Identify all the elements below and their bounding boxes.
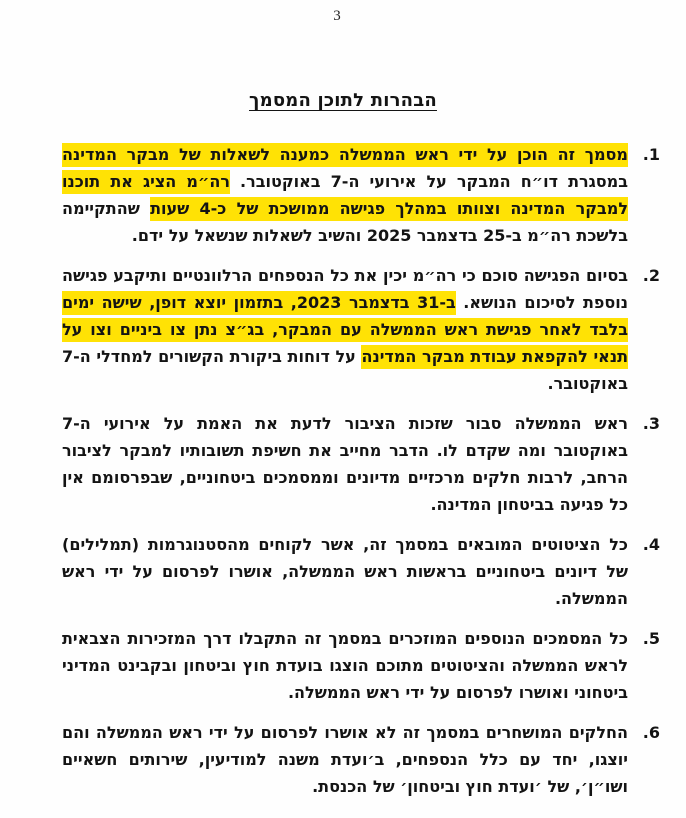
clause-6-number: 6.: [642, 723, 660, 742]
clause-7: [62, 813, 628, 818]
clause-2-highlighted-text: ב-31 בדצמבר 2023, בתזמון יוצא דופן, שישה ימים בלבד לאחר פגישת ראש הממשלה עם המבקר, בג״צ נתן צו ביניים וצו על תנאי להקפאת עבודת מבקר המדינה: [62, 291, 628, 369]
clause-1-text-2: שהתקיימה בלשכת רה״מ ב-25 בדצמבר 2025 והשיב לשאלות שנשאל על ידם.: [62, 199, 628, 245]
clause-2-number: 2.: [642, 266, 660, 285]
clauses-list: [62, 141, 660, 818]
clause-5-text: כל המסמכים הנוספים המוזכרים במסמך זה התקבלו דרך המזכירות הצבאית לראש הממשלה והציטוטים מתוכם הוצגו בועדת חוץ וביטחון ובקבינט המדיני ביטחוני ואושרו לפרסום על ידי ראש הממשלה.: [62, 629, 628, 702]
clause-5: [62, 625, 660, 706]
clause-2: [62, 262, 660, 397]
clause-3: [62, 410, 660, 518]
clause-2-text-2: על דוחות ביקורת הקשורים למחדלי ה-7 באוקטובר.: [62, 347, 628, 393]
clause-1-text: במסגרת דו״ח המבקר על אירועי ה-7 באוקטובר.: [229, 172, 628, 191]
clause-3-text: ראש הממשלה סבור שזכות הציבור לדעת את האמת על אירועי ה-7 באוקטובר ומה שקדם לו. הדבר מחייב את חשיפת תשובותיו למבקר לציבור הרחב, לרבות חלקים מרכזיים מדיונים וממסמכים ביטחוניים, שבפרסומם אין כל פגיעה בביטחון המדינה.: [62, 414, 628, 514]
clause-1: [62, 141, 660, 249]
clause-1-number: 1.: [642, 145, 660, 164]
clause-7-number: [630, 813, 660, 818]
clause-6-text: החלקים המושחרים במסמך זה לא אושרו לפרסום על ידי ראש הממשלה והם יוצגו, יחד עם כלל הנספחים, ב׳ועדת משנה למודיעין, שירותים חשאיים ושו״ן׳, של ׳ועדת חוץ וביטחון׳ של הכנסת.: [62, 723, 628, 796]
clause-4-text: כל הציטוטים המובאים במסמך זה, אשר לקוחים מהסטנוגרמות (תמלילים) של דיונים ביטחוניים בראשות ראש הממשלה, אושרו לפרסום על ידי ראש הממשלה.: [62, 535, 628, 608]
page-number: 3: [333, 8, 341, 24]
clause-2-text: בסיום הפגישה סוכם כי רה״מ יכין את כל הנספחים הרלוונטיים ותיקבע פגישה נוספת לסיכום הנושא.: [62, 266, 629, 312]
clause-5-number: 5.: [642, 629, 660, 648]
clause-4-number: 4.: [642, 535, 660, 554]
document-title: הבהרות לתוכן המסמך: [249, 90, 437, 111]
clause-1-highlighted-text: מסמך זה הוכן על ידי ראש הממשלה כמענה לשאלות של מבקר המדינה: [62, 143, 628, 167]
clause-4: [62, 531, 660, 612]
clause-6: [62, 719, 660, 800]
clause-1-highlighted-text-2: רה״מ הציג את תוכנו למבקר המדינה וצוותו במהלך פגישה ממושכת של כ-4 שעות: [62, 170, 628, 221]
clause-3-number: 3.: [642, 414, 660, 433]
